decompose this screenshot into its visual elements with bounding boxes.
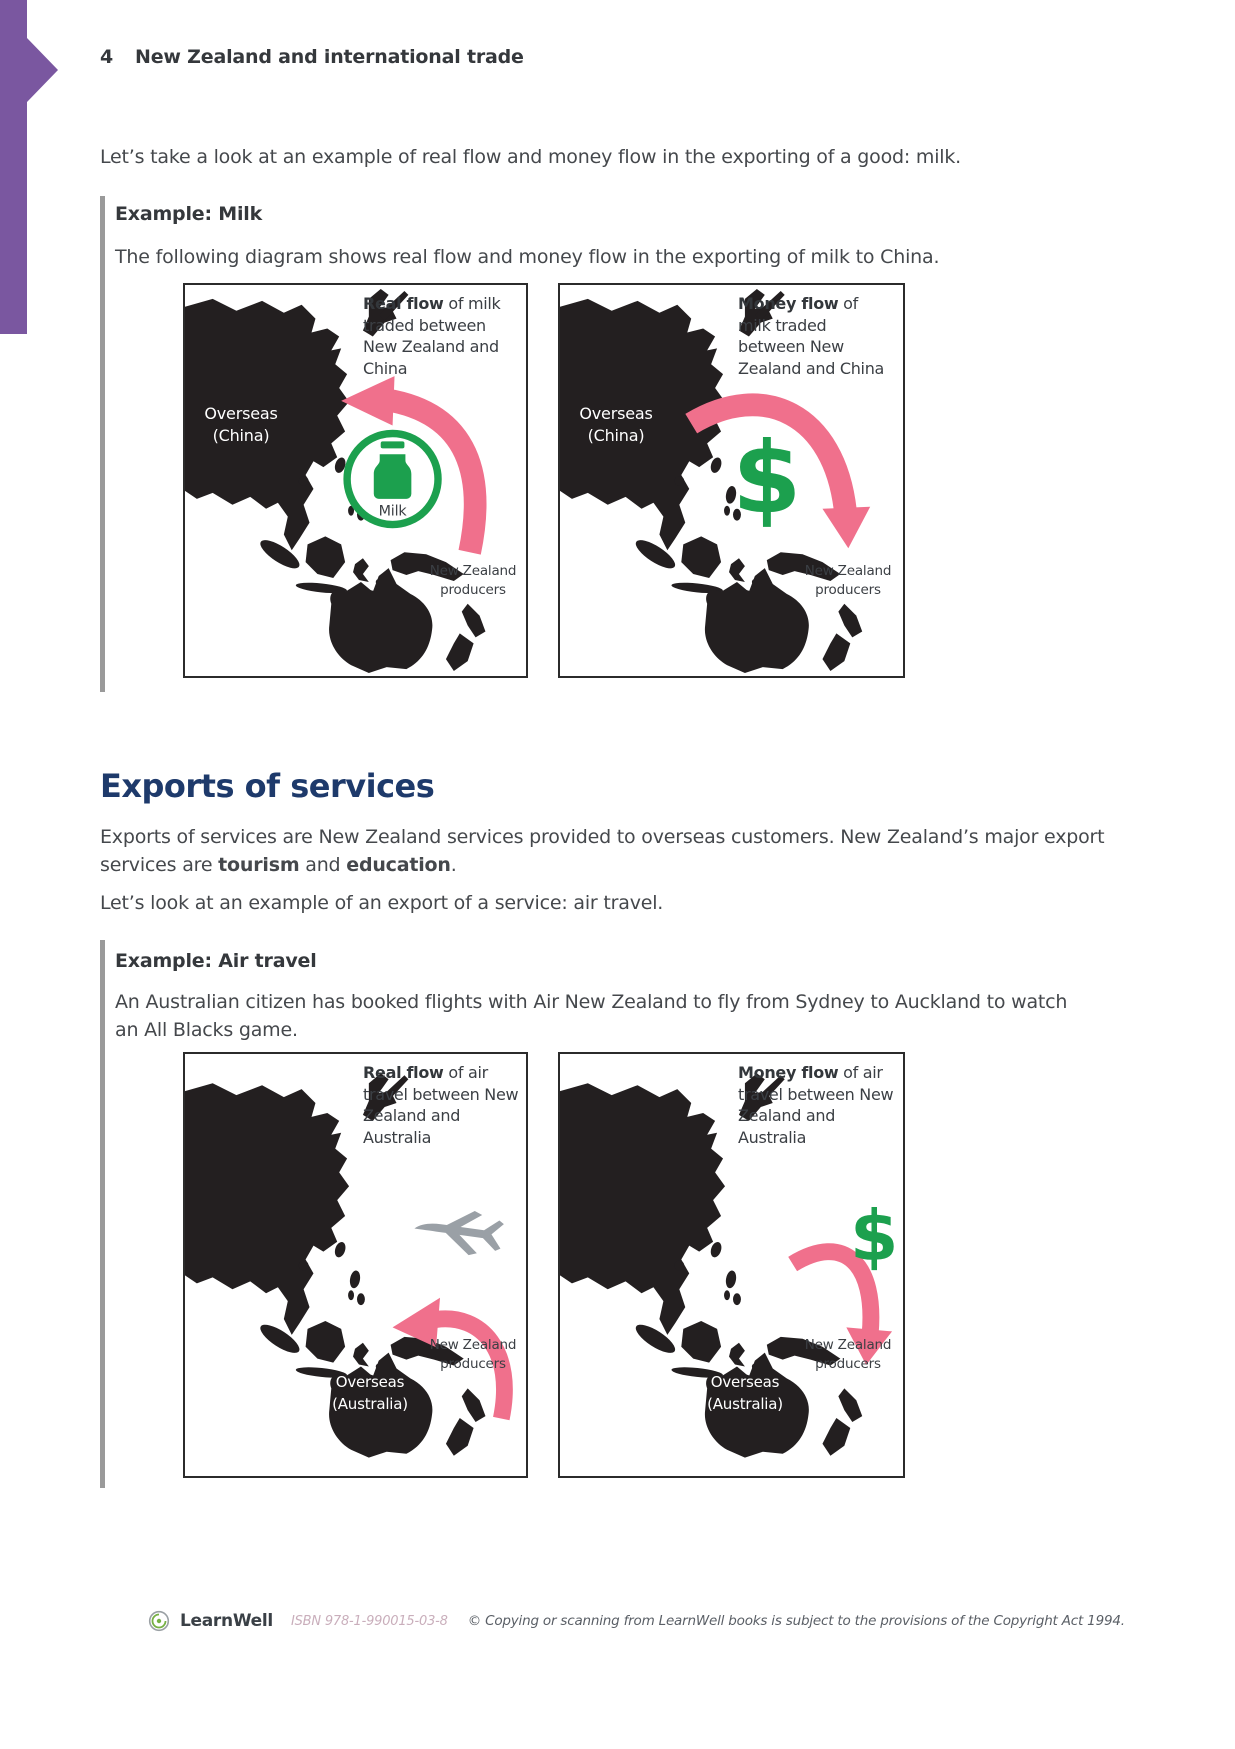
diagram-airtravel-money-flow — [558, 1052, 905, 1478]
example-milk-title: Example: Milk — [115, 203, 263, 225]
milk-icon-label: Milk — [378, 503, 407, 520]
isbn: ISBN 978-1-990015-03-8 — [290, 1613, 448, 1629]
services-paragraph: Exports of services are New Zealand services provided to overseas customers. New Zealand’s major export services are tourism and education. — [100, 826, 1105, 876]
services-example-intro: Let’s look at an example of an export of a service: air travel. — [100, 892, 664, 914]
producers-label: New Zealand producers — [804, 563, 892, 598]
dollar-icon: $ — [850, 1197, 899, 1278]
page-header — [100, 46, 524, 68]
learnwell-brand: LearnWell — [180, 1611, 273, 1631]
producers-label: New Zealand producers — [429, 1337, 517, 1372]
footer — [148, 1610, 1125, 1632]
diagram-caption: Money flow of milk traded between New Zealand and China — [738, 294, 885, 378]
example-milk-border — [100, 196, 105, 692]
milk-bottle-icon — [347, 433, 438, 524]
overseas-label: Overseas (Australia) — [707, 1373, 783, 1413]
overseas-label: Overseas (China) — [579, 404, 653, 445]
dollar-icon: $ — [732, 421, 802, 537]
education-bold: education — [346, 854, 451, 876]
learnwell-logo-icon — [148, 1610, 170, 1632]
corner-accent — [0, 0, 62, 334]
diagram-milk-real-flow — [183, 283, 528, 678]
producers-label: New Zealand producers — [429, 563, 517, 598]
page-title: New Zealand and international trade — [135, 46, 524, 68]
diagram-caption: Money flow of air travel between New Zealand and Australia — [738, 1063, 894, 1147]
intro-paragraph: Let’s take a look at an example of real flow and money flow in the exporting of a good: milk. — [100, 146, 962, 168]
overseas-label: Overseas (China) — [204, 404, 278, 445]
producers-label: New Zealand producers — [804, 1337, 892, 1372]
overseas-label: Overseas (Australia) — [332, 1373, 408, 1413]
plane-icon — [412, 1203, 505, 1259]
diagram-airtravel-real-flow — [183, 1052, 528, 1478]
diagram-milk-money-flow — [558, 283, 905, 678]
example-airtravel-description: An Australian citizen has booked flights with Air New Zealand to fly from Sydney to Auckland to watch an All Blacks game. — [115, 991, 1068, 1041]
example-airtravel-title: Example: Air travel — [115, 950, 317, 972]
tourism-bold: tourism — [218, 854, 300, 876]
section-heading: Exports of services — [100, 767, 435, 806]
example-airtravel-border — [100, 940, 105, 1488]
page-number: 4 — [100, 46, 114, 68]
diagram-caption: Real flow of milk traded between New Zealand and China — [363, 294, 501, 378]
copyright-notice: © Copying or scanning from LearnWell books is subject to the provisions of the Copyright Act 1994. — [467, 1613, 1125, 1629]
example-milk-description: The following diagram shows real flow and money flow in the exporting of milk to China. — [115, 246, 940, 268]
diagram-caption: Real flow of air travel between New Zealand and Australia — [363, 1063, 519, 1147]
